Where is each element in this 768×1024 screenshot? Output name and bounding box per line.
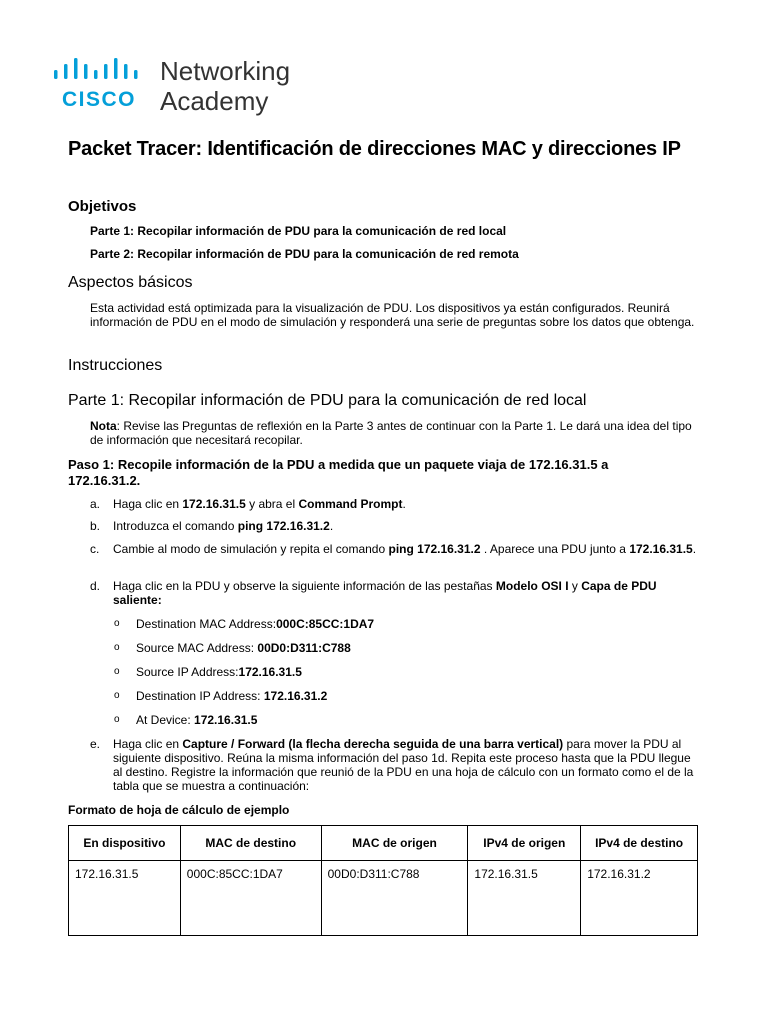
- table-caption: Formato de hoja de cálculo de ejemplo: [68, 803, 290, 817]
- list-text: Haga clic en Capture / Forward (la flecha derecha seguida de una barra vertical) para mover la PDU al siguiente dispositivo. Reúna la misma información del paso 1d. Repita este proceso hasta que la PDU llegue al destino. Registre la información que reunió de la PDU en una hoja de cálculo con un formato como el de la tabla que se muestra a continuación:: [113, 737, 694, 793]
- column-header: IPv4 de origen: [468, 826, 581, 861]
- column-header: MAC de destino: [180, 826, 321, 861]
- column-header: MAC de origen: [321, 826, 468, 861]
- logo-line-academy: Academy: [160, 86, 269, 116]
- note-paragraph: [90, 419, 700, 447]
- document-title: Packet Tracer: Identificación de direcciones MAC y direcciones IP: [68, 138, 681, 160]
- bullet-marker: o: [114, 618, 120, 629]
- list-marker: c.: [90, 542, 100, 556]
- bullet-marker: o: [114, 642, 120, 653]
- cisco-networking-academy-logo: [52, 56, 291, 116]
- list-text: Cambie al modo de simulación y repita el comando ping 172.16.31.2 . Aparece una PDU junto a 172.16.31.5.: [113, 542, 697, 556]
- column-header: IPv4 de destino: [581, 826, 698, 861]
- table-cell: 172.16.31.2: [581, 861, 698, 936]
- cisco-bars-icon: [52, 56, 152, 86]
- cisco-wordmark: CISCO: [62, 88, 137, 111]
- note-text: : Revise las Preguntas de reflexión en la Parte 3 antes de continuar con la Parte 1. Le dará una idea del tipo de información que necesitará recopilar.: [90, 419, 692, 447]
- table-header-row: [69, 826, 698, 861]
- list-marker: b.: [90, 519, 101, 533]
- table-cell: 00D0:D311:C788: [321, 861, 468, 936]
- background-heading: Aspectos básicos: [68, 274, 193, 291]
- list-text: Haga clic en la PDU y observe la siguiente información de las pestañas Modelo OSI I y Capa de PDU saliente:: [113, 579, 657, 607]
- list-text: Introduzca el comando ping 172.16.31.2.: [113, 519, 334, 533]
- objective-item: Parte 2: Recopilar información de PDU para la comunicación de red remota: [90, 247, 519, 261]
- logo-line-networking: Networking: [160, 56, 291, 86]
- objectives-heading: Objetivos: [68, 198, 137, 215]
- part1-heading: Parte 1: Recopilar información de PDU para la comunicación de red local: [68, 392, 587, 409]
- objective-item: Parte 1: Recopilar información de PDU para la comunicación de red local: [90, 224, 507, 238]
- list-marker: e.: [90, 737, 101, 751]
- step1-heading: Paso 1: Recopile información de la PDU a medida que un paquete viaja de 172.16.31.5 a 172.16.31.2.: [68, 457, 609, 488]
- table-row: [69, 861, 698, 936]
- list-marker: a.: [90, 497, 101, 511]
- column-header: En dispositivo: [69, 826, 181, 861]
- bullet-marker: o: [114, 690, 120, 701]
- pdu-spreadsheet-table: [68, 825, 698, 936]
- table-cell: 172.16.31.5: [468, 861, 581, 936]
- list-text: Haga clic en 172.16.31.5 y abra el Command Prompt.: [113, 497, 406, 511]
- table-cell: 000C:85CC:1DA7: [180, 861, 321, 936]
- note-label: Nota: [90, 419, 117, 433]
- table-cell: 172.16.31.5: [69, 861, 181, 936]
- instructions-heading: Instrucciones: [68, 357, 163, 374]
- bullet-marker: o: [114, 714, 120, 725]
- background-text: Esta actividad está optimizada para la visualización de PDU. Los dispositivos ya están configurados. Reunirá información de PDU en el modo de simulación y responderá una serie de preguntas sobre los datos que obtenga.: [90, 301, 695, 329]
- list-marker: d.: [90, 579, 101, 593]
- bullet-marker: o: [114, 666, 120, 677]
